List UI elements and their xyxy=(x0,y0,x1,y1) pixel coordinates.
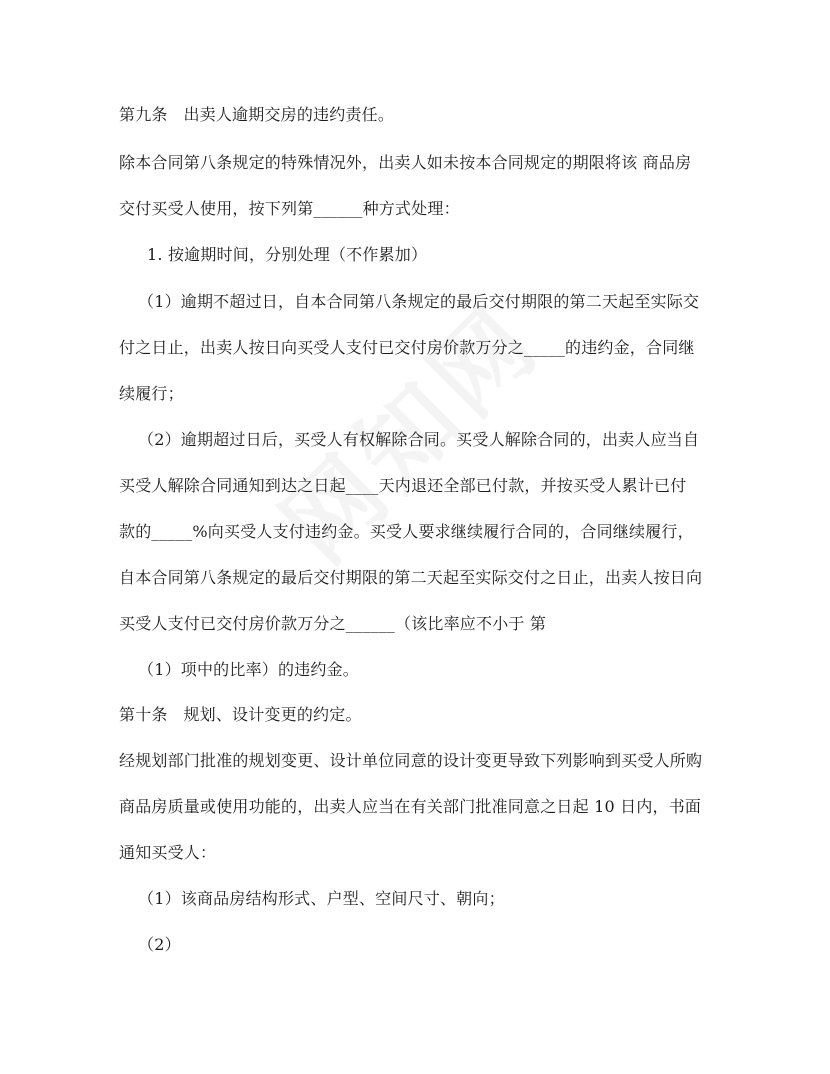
paragraph-line: 续履行； xyxy=(119,384,184,403)
list-item-1: 1. 按逾期时间，分别处理（不作累加） xyxy=(147,245,428,264)
list-item-structure: （1）该商品房结构形式、户型、空间尺寸、朝向； xyxy=(138,889,505,908)
paragraph-line: 经规划部门批准的规划变更、设计单位同意的设计变更导致下列影响到买受人所购 xyxy=(119,751,703,770)
paragraph-line: 付之日止，出卖人按日向买受人支付已交付房价款万分之_____的违约金，合同继 xyxy=(119,338,695,357)
paragraph-line: 商品房质量或使用功能的，出卖人应当在有关部门批准同意之日起 10 日内，书面 xyxy=(119,797,702,816)
article-10-heading: 第十条 规划、设计变更的约定。 xyxy=(119,705,362,724)
paragraph-line: 交付买受人使用，按下列第______种方式处理： xyxy=(119,199,460,218)
paragraph-line: 通知买受人： xyxy=(119,843,217,862)
article-9-heading: 第九条 出卖人逾期交房的违约责任。 xyxy=(119,105,395,124)
paragraph-line: 款的_____%向买受人支付违约金。买受人要求继续履行合同的，合同继续履行， xyxy=(119,522,694,541)
clause-1-line: （1）逾期不超过日，自本合同第八条规定的最后交付期限的第二天起至实际交 xyxy=(138,292,700,311)
paragraph-line: （1）项中的比率）的违约金。 xyxy=(138,660,359,679)
clause-2-line: （2）逾期超过日后，买受人有权解除合同。买受人解除合同的，出卖人应当自 xyxy=(138,430,700,449)
paragraph-line: 买受人支付已交付房价款万分之______（该比率应不小于 第 xyxy=(119,614,547,633)
paragraph-line: 除本合同第八条规定的特殊情况外，出卖人如未按本合同规定的期限将该 商品房 xyxy=(119,153,692,172)
paragraph-line: 自本合同第八条规定的最后交付期限的第二天起至实际交付之日止，出卖人按日向 xyxy=(119,568,703,587)
paragraph-line: 买受人解除合同通知到达之日起____天内退还全部已付款，并按买受人累计已付 xyxy=(119,476,687,495)
list-item-2: （2） xyxy=(138,935,181,954)
